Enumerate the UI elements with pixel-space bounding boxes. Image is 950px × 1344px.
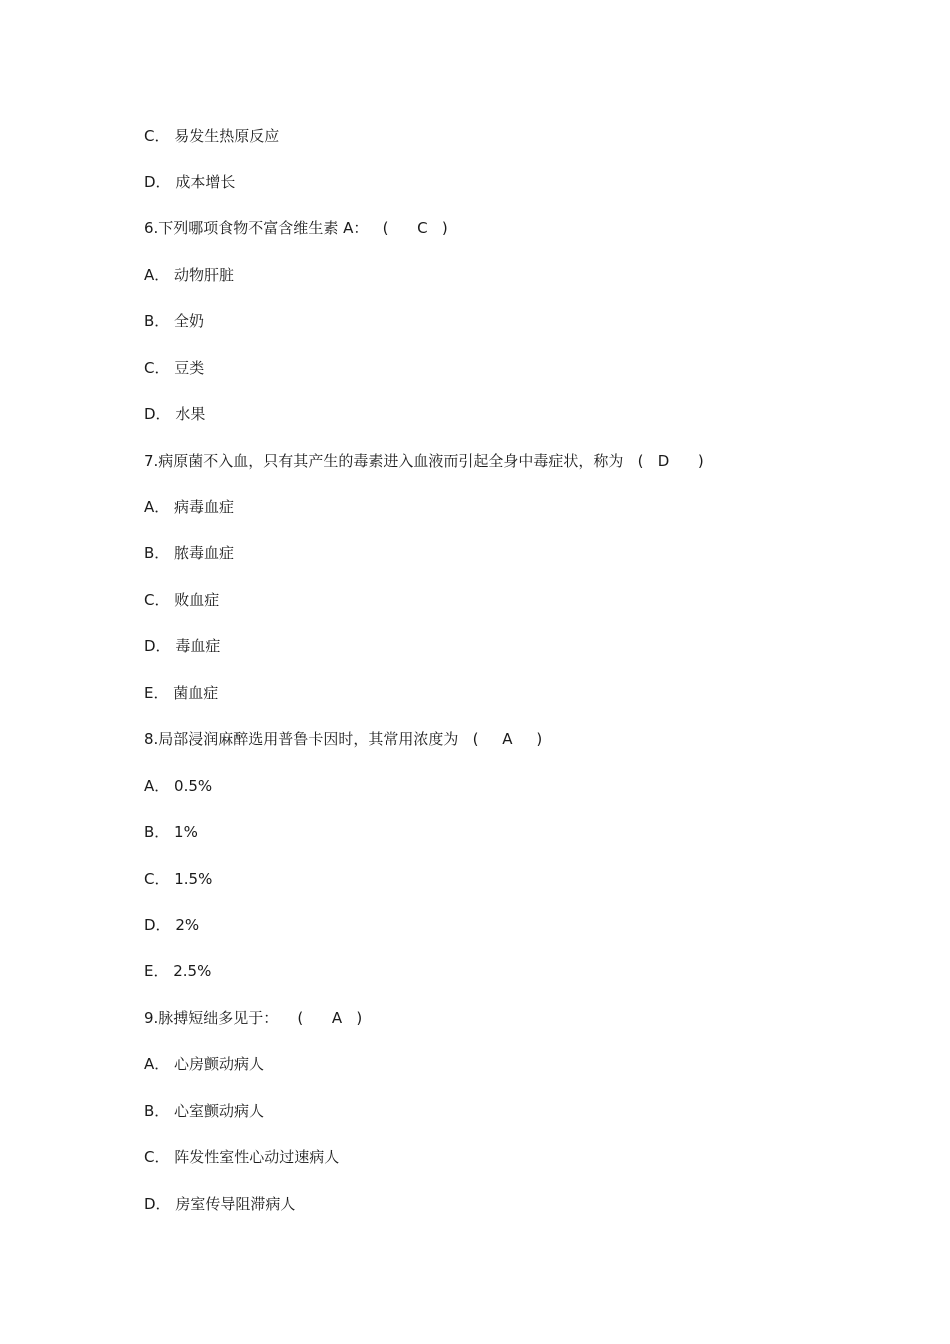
option-5d: D． 成本增长: [144, 173, 236, 191]
question-8: 8.局部浸润麻醉选用普鲁卡因时，其常用浓度为 ( A ): [144, 730, 543, 748]
option-7e: E． 菌血症: [144, 684, 219, 702]
option-9d: D． 房室传导阻滞病人: [144, 1195, 296, 1213]
option-7a: A． 病毒血症: [144, 498, 235, 516]
option-8c: C． 1.5%: [144, 870, 213, 888]
option-6d: D． 水果: [144, 405, 206, 423]
option-8a: A． 0.5%: [144, 777, 213, 795]
option-9a: A． 心房颤动病人: [144, 1055, 265, 1073]
option-7d: D． 毒血症: [144, 637, 221, 655]
option-8d: D． 2%: [144, 916, 200, 934]
option-8e: E． 2.5%: [144, 962, 212, 980]
option-9b: B． 心室颤动病人: [144, 1102, 265, 1120]
option-6a: A． 动物肝脏: [144, 266, 235, 284]
option-6b: B． 全奶: [144, 312, 205, 330]
option-9c: C． 阵发性室性心动过速病人: [144, 1148, 340, 1166]
question-6: 6.下列哪项食物不富含维生素 A： ( C ): [144, 219, 448, 237]
question-7: 7.病原菌不入血，只有其产生的毒素进入血液而引起全身中毒症状，称为 ( D ): [144, 452, 704, 470]
option-7c: C． 败血症: [144, 591, 220, 609]
option-5c: C． 易发生热原反应: [144, 127, 280, 145]
question-9: 9.脉搏短绌多见于： ( A ): [144, 1009, 363, 1027]
option-6c: C． 豆类: [144, 359, 205, 377]
option-7b: B． 脓毒血症: [144, 544, 235, 562]
option-8b: B． 1%: [144, 823, 198, 841]
